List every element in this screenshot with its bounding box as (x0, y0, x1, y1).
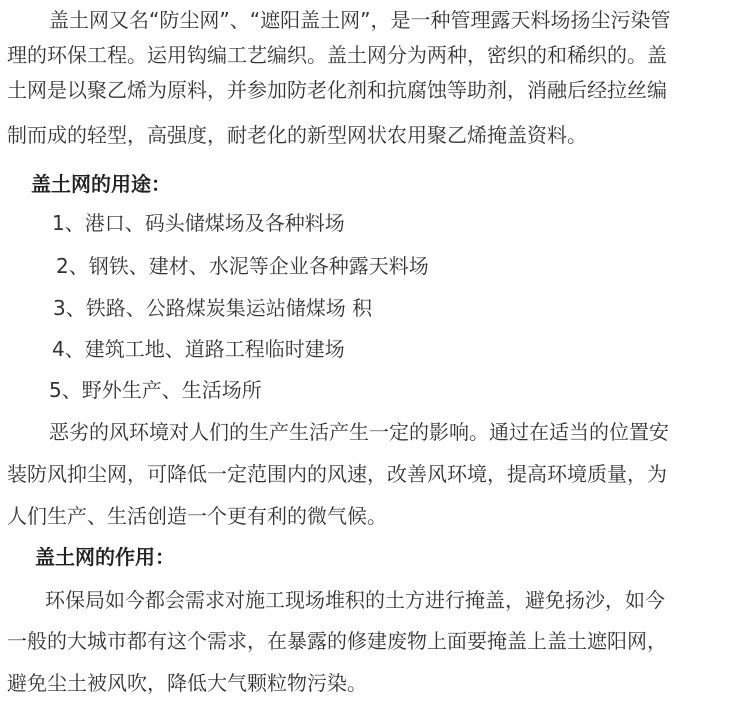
paragraph1-line-2: 理的环保工程。运用钩编工艺编织。盖土网分为两种，密织的和稀织的。盖 (7, 43, 667, 67)
paragraph1-line-4: 制而成的轻型，高强度，耐老化的新型网状农用聚乙烯掩盖资料。 (7, 123, 587, 147)
paragraph3-line-1: 环保局如今都会需求对施工现场堆积的土方进行掩盖，避免扬沙，如今 (45, 588, 665, 612)
uses-item-4: 4、建筑工地、道路工程临时建场 (52, 337, 345, 361)
paragraph1-line-3: 土网是以聚乙烯为原料，并参加防老化剂和抗腐蚀等助剂，消融后经拉丝编 (7, 78, 667, 102)
paragraph2-line-2: 装防风抑尘网，可降低一定范围内的风速，改善风环境，提高环境质量，为 (7, 462, 667, 486)
paragraph3-line-3: 避免尘土被风吹，降低大气颗粒物污染。 (7, 671, 367, 695)
paragraph2-line-3: 人们生产、生活创造一个更有利的微气候。 (7, 504, 387, 528)
uses-heading: 盖土网的用途： (31, 172, 171, 196)
uses-item-2: 2、钢铁、建材、水泥等企业各种露天料场 (56, 254, 429, 278)
uses-item-5: 5、野外生产、生活场所 (49, 378, 262, 402)
paragraph2-line-1: 恶劣的风环境对人们的生产生活产生一定的影响。通过在适当的位置安 (49, 420, 669, 444)
uses-item-1: 1、港口、码头储煤场及各种料场 (52, 211, 345, 235)
uses-item-3: 3、铁路、公路煤炭集运站储煤场 积 (53, 296, 373, 320)
paragraph1-line-1: 盖土网又名“防尘网”、“遮阳盖土网”，是一种管理露天料场扬尘污染管 (49, 8, 671, 32)
function-heading: 盖土网的作用： (35, 545, 175, 569)
paragraph3-line-2: 一般的大城市都有这个需求，在暴露的修建废物上面要掩盖上盖土遮阳网， (7, 629, 667, 653)
